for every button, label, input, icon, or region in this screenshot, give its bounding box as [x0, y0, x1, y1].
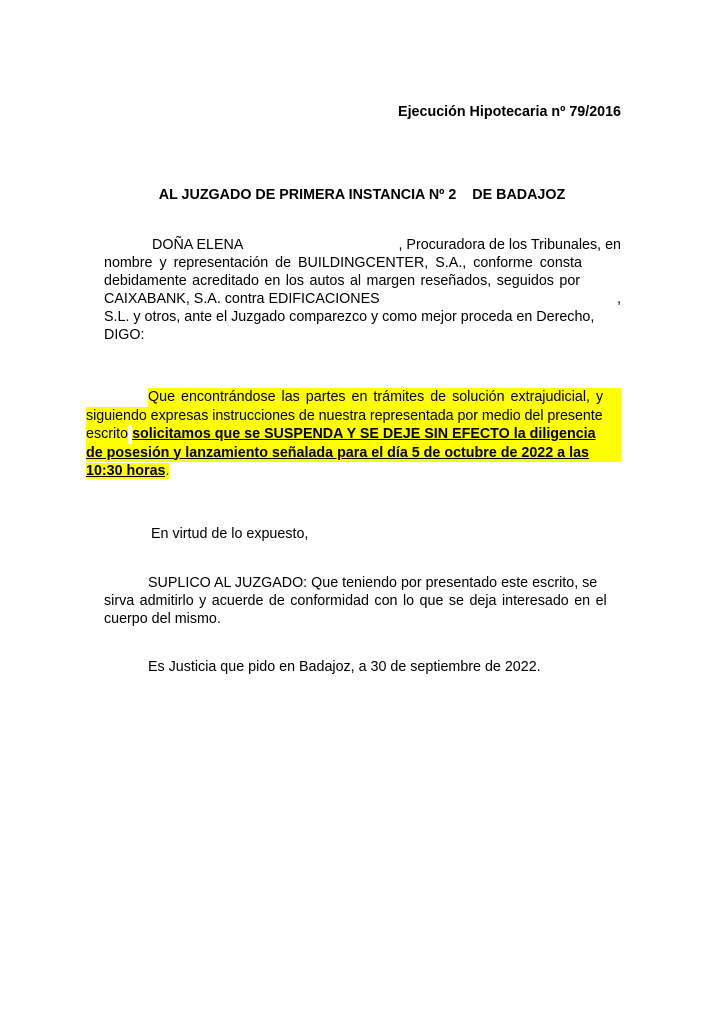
request-line	[86, 388, 621, 407]
suplico-line	[104, 610, 621, 628]
intro-text: S.L. y otros, ante el Juzgado comparezco y como mejor proceda en Derecho,	[104, 309, 595, 325]
intro-text: CAIXABANK, S.A. contra EDIFICACIONES	[104, 291, 380, 307]
suplico-text: cuerpo del mismo.	[104, 611, 221, 627]
suplico-paragraph	[104, 574, 621, 628]
request-emphasis: solicitamos que se SUSPENDA Y SE DEJE SIN EFECTO la diligencia	[132, 425, 621, 444]
intro-text: DIGO:	[104, 327, 145, 343]
suplico-line	[104, 574, 621, 592]
intro-text: ,	[617, 291, 621, 307]
highlighted-request	[86, 388, 621, 481]
intro-text: DOÑA ELENA	[152, 237, 244, 253]
closing-line: Es Justicia que pido en Badajoz, a 30 de septiembre de 2022.	[148, 659, 541, 675]
suplico-text: SUPLICO AL JUZGADO: Que teniendo por presentado este escrito, se	[148, 575, 598, 591]
intro-paragraph	[104, 236, 621, 344]
intro-text: , Procuradora de los Tribunales, en	[398, 237, 621, 253]
intro-line	[104, 272, 621, 290]
request-text: escrito	[86, 426, 129, 442]
intro-text: debidamente acreditado en los autos al margen reseñados, seguidos por	[104, 273, 581, 289]
intro-line	[104, 290, 621, 308]
court-addressee	[0, 187, 724, 203]
court-name: AL JUZGADO DE PRIMERA INSTANCIA Nº 2	[158, 187, 457, 203]
suplico-text: sirva admitirlo y acuerde de conformidad con lo que se deja interesado en el	[104, 593, 607, 609]
suplico-line	[104, 592, 621, 610]
case-reference: Ejecución Hipotecaria nº 79/2016	[398, 104, 621, 120]
intro-line	[104, 308, 621, 326]
request-line	[86, 425, 621, 444]
request-line	[86, 444, 621, 463]
request-text: Que encontrándose las partes en trámites de solución extrajudicial, y	[148, 388, 621, 407]
request-emphasis: de posesión y lanzamiento señalada para el día 5 de octubre de 2022 a las	[86, 444, 621, 463]
intro-line	[104, 326, 621, 344]
intro-text: nombre y representación de BUILDINGCENTER, S.A., conforme consta	[104, 255, 582, 271]
court-location: DE BADAJOZ	[472, 187, 566, 203]
request-text: siguiendo expresas instrucciones de nuestra representada por medio del presente	[86, 407, 621, 426]
request-text: .	[165, 463, 170, 479]
request-emphasis: 10:30 horas	[86, 463, 166, 479]
intro-line	[104, 254, 621, 272]
intro-line	[104, 236, 621, 254]
request-line	[86, 407, 621, 426]
virtud-paragraph: En virtud de lo expuesto,	[151, 526, 309, 542]
request-line	[86, 462, 621, 481]
